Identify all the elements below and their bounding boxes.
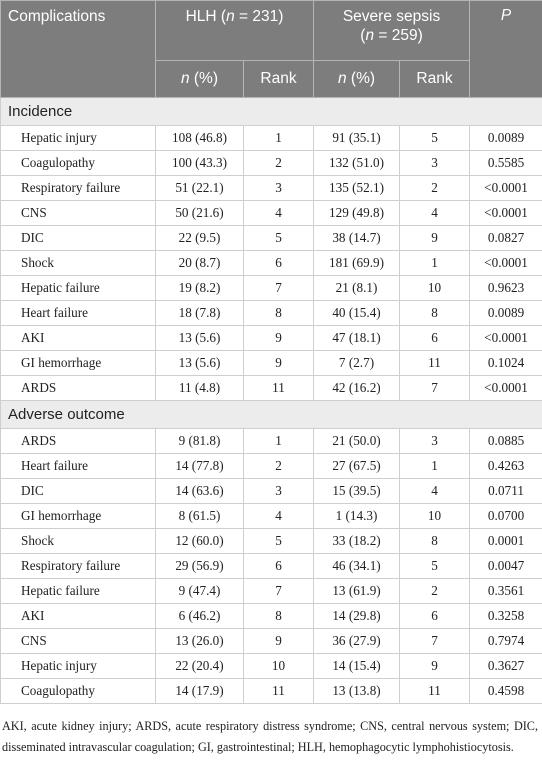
table-row (1, 326, 542, 351)
cell-sepsis-rank: 4 (400, 479, 470, 504)
cell-complication: Hepatic failure (1, 276, 156, 301)
header-hlh-group: HLH (n = 231) (156, 1, 314, 61)
cell-hlh-rank: 8 (244, 301, 314, 326)
cell-sepsis-n-pct: 21 (50.0) (314, 429, 400, 454)
cell-hlh-n-pct: 11 (4.8) (156, 376, 244, 401)
table-row (1, 479, 542, 504)
cell-hlh-rank: 9 (244, 351, 314, 376)
cell-sepsis-rank: 1 (400, 454, 470, 479)
cell-sepsis-n-pct: 1 (14.3) (314, 504, 400, 529)
cell-complication: ARDS (1, 376, 156, 401)
cell-hlh-rank: 3 (244, 176, 314, 201)
cell-p-value: <0.0001 (470, 326, 542, 351)
cell-hlh-n-pct: 13 (5.6) (156, 351, 244, 376)
cell-hlh-n-pct: 13 (26.0) (156, 629, 244, 654)
cell-sepsis-n-pct: 135 (52.1) (314, 176, 400, 201)
table-row (1, 679, 542, 704)
cell-p-value: 0.0827 (470, 226, 542, 251)
cell-sepsis-n-pct: 33 (18.2) (314, 529, 400, 554)
table-footnote: AKI, acute kidney injury; ARDS, acute respiratory distress syndrome; CNS, central nervous system; DIC, disseminated intravascular coagulation; GI, gastrointestinal; HLH, hemophagocytic lymphohistiocytosis. (2, 719, 538, 754)
cell-complication: Coagulopathy (1, 679, 156, 704)
cell-sepsis-rank: 3 (400, 151, 470, 176)
cell-p-value: <0.0001 (470, 376, 542, 401)
cell-complication: Respiratory failure (1, 176, 156, 201)
cell-sepsis-rank: 9 (400, 654, 470, 679)
table-row (1, 351, 542, 376)
table-row (1, 376, 542, 401)
cell-sepsis-rank: 5 (400, 554, 470, 579)
table-row (1, 604, 542, 629)
cell-p-value: 0.4263 (470, 454, 542, 479)
header-hlh-n-pct: n (%) (156, 61, 244, 98)
cell-p-value: <0.0001 (470, 201, 542, 226)
cell-hlh-n-pct: 20 (8.7) (156, 251, 244, 276)
cell-hlh-n-pct: 9 (47.4) (156, 579, 244, 604)
cell-sepsis-n-pct: 27 (67.5) (314, 454, 400, 479)
cell-sepsis-n-pct: 132 (51.0) (314, 151, 400, 176)
cell-hlh-rank: 4 (244, 201, 314, 226)
cell-sepsis-rank: 11 (400, 679, 470, 704)
section-title: Adverse outcome (1, 401, 542, 429)
cell-sepsis-n-pct: 13 (13.8) (314, 679, 400, 704)
cell-complication: Respiratory failure (1, 554, 156, 579)
cell-complication: Heart failure (1, 454, 156, 479)
cell-sepsis-rank: 10 (400, 276, 470, 301)
cell-hlh-rank: 3 (244, 479, 314, 504)
cell-p-value: 0.0700 (470, 504, 542, 529)
cell-p-value: <0.0001 (470, 176, 542, 201)
cell-sepsis-rank: 10 (400, 504, 470, 529)
cell-sepsis-rank: 5 (400, 126, 470, 151)
cell-hlh-rank: 6 (244, 251, 314, 276)
cell-hlh-rank: 6 (244, 554, 314, 579)
cell-p-value: 0.5585 (470, 151, 542, 176)
cell-hlh-n-pct: 8 (61.5) (156, 504, 244, 529)
cell-p-value: 0.3258 (470, 604, 542, 629)
cell-complication: GI hemorrhage (1, 504, 156, 529)
cell-p-value: 0.3627 (470, 654, 542, 679)
cell-complication: Hepatic injury (1, 126, 156, 151)
cell-hlh-n-pct: 9 (81.8) (156, 429, 244, 454)
cell-sepsis-n-pct: 36 (27.9) (314, 629, 400, 654)
cell-sepsis-rank: 9 (400, 226, 470, 251)
cell-hlh-n-pct: 6 (46.2) (156, 604, 244, 629)
header-sepsis-rank: Rank (400, 61, 470, 98)
cell-complication: DIC (1, 226, 156, 251)
cell-complication: AKI (1, 604, 156, 629)
cell-complication: Hepatic injury (1, 654, 156, 679)
cell-hlh-n-pct: 18 (7.8) (156, 301, 244, 326)
cell-sepsis-n-pct: 7 (2.7) (314, 351, 400, 376)
cell-hlh-rank: 11 (244, 376, 314, 401)
cell-sepsis-n-pct: 91 (35.1) (314, 126, 400, 151)
cell-p-value: 0.9623 (470, 276, 542, 301)
cell-sepsis-rank: 8 (400, 529, 470, 554)
cell-hlh-n-pct: 51 (22.1) (156, 176, 244, 201)
cell-sepsis-n-pct: 14 (29.8) (314, 604, 400, 629)
cell-sepsis-rank: 11 (400, 351, 470, 376)
cell-p-value: 0.7974 (470, 629, 542, 654)
cell-sepsis-rank: 4 (400, 201, 470, 226)
cell-hlh-rank: 7 (244, 579, 314, 604)
section-title: Incidence (1, 98, 542, 126)
cell-hlh-rank: 8 (244, 604, 314, 629)
cell-hlh-rank: 9 (244, 629, 314, 654)
cell-complication: GI hemorrhage (1, 351, 156, 376)
cell-sepsis-n-pct: 38 (14.7) (314, 226, 400, 251)
cell-p-value: 0.0089 (470, 126, 542, 151)
cell-complication: CNS (1, 629, 156, 654)
table-row (1, 226, 542, 251)
cell-hlh-n-pct: 14 (63.6) (156, 479, 244, 504)
cell-hlh-rank: 5 (244, 529, 314, 554)
cell-hlh-n-pct: 14 (17.9) (156, 679, 244, 704)
header-complications: Complications (1, 1, 156, 98)
cell-sepsis-rank: 6 (400, 604, 470, 629)
cell-sepsis-n-pct: 40 (15.4) (314, 301, 400, 326)
section-row (1, 98, 542, 126)
section-row (1, 401, 542, 429)
cell-p-value: 0.3561 (470, 579, 542, 604)
cell-sepsis-n-pct: 46 (34.1) (314, 554, 400, 579)
cell-sepsis-n-pct: 42 (16.2) (314, 376, 400, 401)
table-row (1, 579, 542, 604)
table-header (1, 1, 542, 98)
table-row (1, 176, 542, 201)
cell-sepsis-n-pct: 13 (61.9) (314, 579, 400, 604)
table-row (1, 454, 542, 479)
cell-hlh-n-pct: 13 (5.6) (156, 326, 244, 351)
cell-sepsis-n-pct: 15 (39.5) (314, 479, 400, 504)
cell-p-value: 0.4598 (470, 679, 542, 704)
table-row (1, 504, 542, 529)
cell-sepsis-rank: 2 (400, 176, 470, 201)
cell-hlh-n-pct: 14 (77.8) (156, 454, 244, 479)
header-sepsis-n-pct: n (%) (314, 61, 400, 98)
cell-sepsis-rank: 6 (400, 326, 470, 351)
cell-complication: ARDS (1, 429, 156, 454)
cell-hlh-rank: 9 (244, 326, 314, 351)
cell-hlh-rank: 2 (244, 151, 314, 176)
cell-p-value: 0.0885 (470, 429, 542, 454)
cell-hlh-rank: 5 (244, 226, 314, 251)
cell-hlh-rank: 2 (244, 454, 314, 479)
cell-hlh-rank: 7 (244, 276, 314, 301)
table-row (1, 126, 542, 151)
cell-p-value: 0.0001 (470, 529, 542, 554)
cell-hlh-n-pct: 29 (56.9) (156, 554, 244, 579)
cell-complication: Hepatic failure (1, 579, 156, 604)
cell-sepsis-n-pct: 129 (49.8) (314, 201, 400, 226)
table-row (1, 301, 542, 326)
table-row (1, 654, 542, 679)
cell-p-value: 0.1024 (470, 351, 542, 376)
cell-p-value: 0.0047 (470, 554, 542, 579)
cell-sepsis-n-pct: 47 (18.1) (314, 326, 400, 351)
cell-hlh-rank: 1 (244, 429, 314, 454)
cell-p-value: <0.0001 (470, 251, 542, 276)
cell-hlh-rank: 1 (244, 126, 314, 151)
cell-hlh-n-pct: 22 (9.5) (156, 226, 244, 251)
cell-sepsis-n-pct: 21 (8.1) (314, 276, 400, 301)
cell-hlh-n-pct: 100 (43.3) (156, 151, 244, 176)
cell-sepsis-n-pct: 14 (15.4) (314, 654, 400, 679)
cell-complication: Heart failure (1, 301, 156, 326)
cell-hlh-rank: 10 (244, 654, 314, 679)
table-row (1, 529, 542, 554)
cell-sepsis-rank: 7 (400, 629, 470, 654)
cell-sepsis-rank: 7 (400, 376, 470, 401)
cell-hlh-rank: 11 (244, 679, 314, 704)
table-row (1, 554, 542, 579)
cell-sepsis-n-pct: 181 (69.9) (314, 251, 400, 276)
cell-complication: DIC (1, 479, 156, 504)
cell-hlh-n-pct: 12 (60.0) (156, 529, 244, 554)
cell-sepsis-rank: 1 (400, 251, 470, 276)
cell-complication: Shock (1, 251, 156, 276)
cell-complication: Coagulopathy (1, 151, 156, 176)
table-row (1, 429, 542, 454)
cell-sepsis-rank: 3 (400, 429, 470, 454)
cell-hlh-n-pct: 19 (8.2) (156, 276, 244, 301)
cell-hlh-n-pct: 108 (46.8) (156, 126, 244, 151)
cell-p-value: 0.0089 (470, 301, 542, 326)
cell-complication: AKI (1, 326, 156, 351)
table-row (1, 276, 542, 301)
cell-sepsis-rank: 2 (400, 579, 470, 604)
table-row (1, 201, 542, 226)
cell-hlh-n-pct: 50 (21.6) (156, 201, 244, 226)
cell-hlh-rank: 4 (244, 504, 314, 529)
header-sepsis-group: Severe sepsis (n = 259) (314, 1, 470, 61)
cell-complication: Shock (1, 529, 156, 554)
cell-sepsis-rank: 8 (400, 301, 470, 326)
cell-p-value: 0.0711 (470, 479, 542, 504)
header-p-value: P (470, 1, 542, 98)
table-row (1, 151, 542, 176)
table-row (1, 251, 542, 276)
header-hlh-rank: Rank (244, 61, 314, 98)
cell-hlh-n-pct: 22 (20.4) (156, 654, 244, 679)
cell-complication: CNS (1, 201, 156, 226)
table-body (1, 98, 542, 704)
table-row (1, 629, 542, 654)
